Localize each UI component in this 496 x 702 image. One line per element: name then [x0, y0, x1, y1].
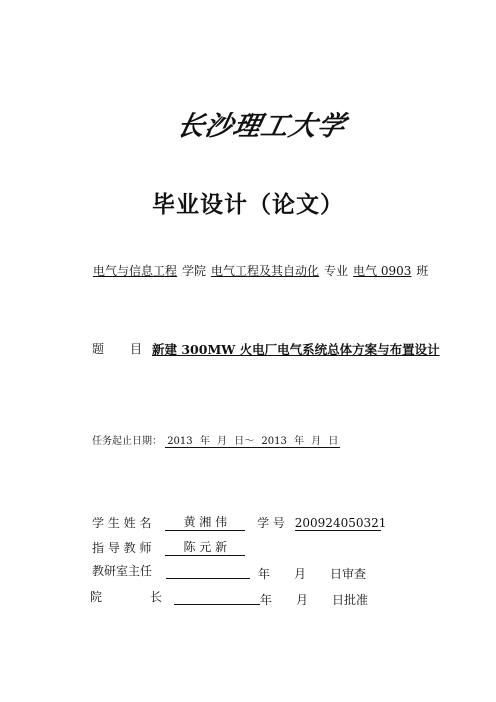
- director-row: [92, 562, 250, 579]
- class-name: 电气 0903: [353, 264, 412, 278]
- college-name: 电气与信息工程: [93, 264, 178, 278]
- major-suffix: 专业: [324, 264, 349, 278]
- dates-label: 任务起止日期：: [92, 436, 162, 447]
- advisor-name: 陈 元 新: [165, 538, 245, 556]
- task-dates: [92, 432, 340, 448]
- document-title: 毕业设计（论文）: [152, 192, 344, 218]
- college-suffix: 学院: [182, 264, 207, 278]
- director-label: 教研室主任: [92, 564, 153, 578]
- student-id: 200924050321: [294, 516, 387, 530]
- major-name: 电气工程及其自动化: [211, 264, 320, 278]
- class-suffix: 班: [416, 264, 429, 278]
- university-logo: 长沙理工大学: [174, 111, 349, 142]
- dates-range: 2013 年 月 日～ 2013 年 月 日: [165, 432, 340, 448]
- student-name-label: 学 生 姓 名: [92, 516, 152, 530]
- director-review-date: 年 月 日审查: [258, 567, 367, 581]
- department-line: [93, 262, 433, 279]
- dean-row: [90, 588, 260, 605]
- dean-signature-line: [174, 590, 260, 605]
- director-signature-line: [166, 564, 250, 579]
- topic-label: 题目: [92, 342, 169, 356]
- student-row: [92, 513, 387, 531]
- topic-text: 新建 300MW 火电厂电气系统总体方案与布置设计: [152, 342, 440, 357]
- advisor-label: 指 导 教 师: [92, 541, 152, 555]
- student-name: 黄 湘 伟: [165, 513, 245, 531]
- dean-label: 院 长: [90, 590, 163, 604]
- student-id-label: 学 号: [257, 516, 285, 530]
- dean-approval-date: 年 月 日批准: [260, 593, 369, 607]
- advisor-row: [92, 538, 245, 556]
